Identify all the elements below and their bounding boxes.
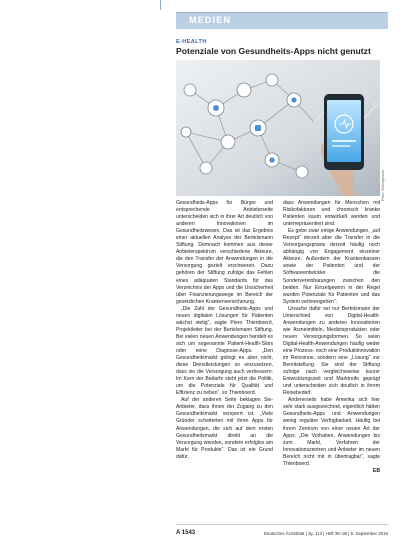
author-signature: EB [372,467,380,474]
footer-divider [176,524,388,525]
paragraph: Andererseits habe Amerika sich hier sehr stark ausgezeichnet, eigentlich hätten Gesundheits-Apps und Anwendungen wenig reguläre Verfügbarkeit. Häufig bei ihrem Zentrum von einer neuen Art der Apps. „Die Vorhaben, Anwendungen bis zum Markt, Verfahren der Innovationszentren und Anbieter im neuen Bereich nicht mit in übertragbar“, sagte Thienboerd. [283,397,380,467]
column-separator [160,0,161,10]
paragraph: Es gebe zwar einige Anwendungen, „auf Rezept“ derzeit aber die Transfer in die Versorgungspraxis derzeit häufig noch abhängig von Engagement einzelner Akteure. Außerdem der Krankenkassen sowie der Patienten und der Softwareentwickler die Sondervereinbarungen zwischen den beiden. Nur Einzelgewinn in der Regel wurden Potenziale für Patienten und das System verlorengehen“. [283,228,380,305]
paragraph: Auf der anderen Seite beklagen Sie-Anbieter, dass ihnen der Zugang zu den Gesundheitsmarkt versperrt ist. „Viele Gründer scheiterten mit ihren Apps für Anwendungen, die sich auf dem ersten Gesundheitsmarkt direkt an die Versorgung wenden, sondern erfolglos am Markt für Produkte“. Das ist ein Grund dafür, [176,397,273,460]
paragraph: „Die Zahl der Gesundheits-Apps und neuen digitalen Lösungen für Patienten wächst stetig“, sagte Piero Thienboerd, Projektleiter bei der Bertelsmann Stiftung. Bei vielen neuen Anwendungen handelt es sich um sogenannte Patient-Health-Sites oder reine Diagnose-Apps. „Den Gesundheitsmarkt gelingt es aber nicht, diese Dienstleistungen so einzusetzen, dass sie die Versorgung auch verbessern. Im Kern der Bedarfe steht jetzt die Politik, um die Potenziale für Qualität und Effizienz zu heben“, so Thienboerd. [176,305,273,397]
paragraph: dass Anwendungen für Menschen mit Risikofaktoren und chronisch kranke Patienten kaum entwickelt werden und unterrepräsentiert sind. [283,200,380,228]
paragraph: Gesundheits-Apps für Bürger und entsprechende Anbieterseite unterscheiden sich in ihrer Art deutlich von anderen Innovationen im Gesundheitswesen. Das ist das Ergebnis einer aktuellen Analyse der Bertelsmann Stiftung. Demnach kommen aus dieser Anbieterspektrum verschiedene Akteure, die den Transfer der Anwendungen in die Versorgung gezielt erschweren. Dazu gehören der Stiftung zufolge das Fehlen eines adäquaten Standards für das Verzeichnis der Apps und die Unsicherheit über Finanzierungswege im Bereich der gesetzlichen Krankenversicherung. [176,200,273,305]
paragraph: Ursache dafür sei nur Bertelsmann der Unterschied von Digital-Health-Anwendungen zu anderen Innovationen wie Arzneimitteln, Medizinprodukten oder neuen Versorgungsformen. So seien Digital-Health-Anwendungen häufig weder eine Prozess- noch eine Produktinnovation im Reinsinne, sondern eine „Lösung“ zur Bereitstellung. Sie sind der Stiftung zufolge nach vergleichsweise kurzer Entwicklungszeit und Marktreife geprägt und unterscheiden sich deutlich in ihrem Reisebedarf. [283,305,380,397]
page-number: A 1543 [176,530,196,536]
article-kicker: E-HEALTH [176,39,207,45]
article-photo [176,60,380,196]
article-headline: Potenziale von Gesundheits-Apps nicht genutzt [176,46,371,56]
section-banner [176,12,388,29]
section-label: MEDIEN [189,15,232,25]
journal-citation: Deutsches Ärzteblatt | Jg. 113 | Heft 35–36 | 5. September 2016 [263,531,388,536]
photo-credit: Foto: iStockphoto [380,170,385,202]
article-column-right [283,200,380,475]
article-column-left [176,200,273,461]
